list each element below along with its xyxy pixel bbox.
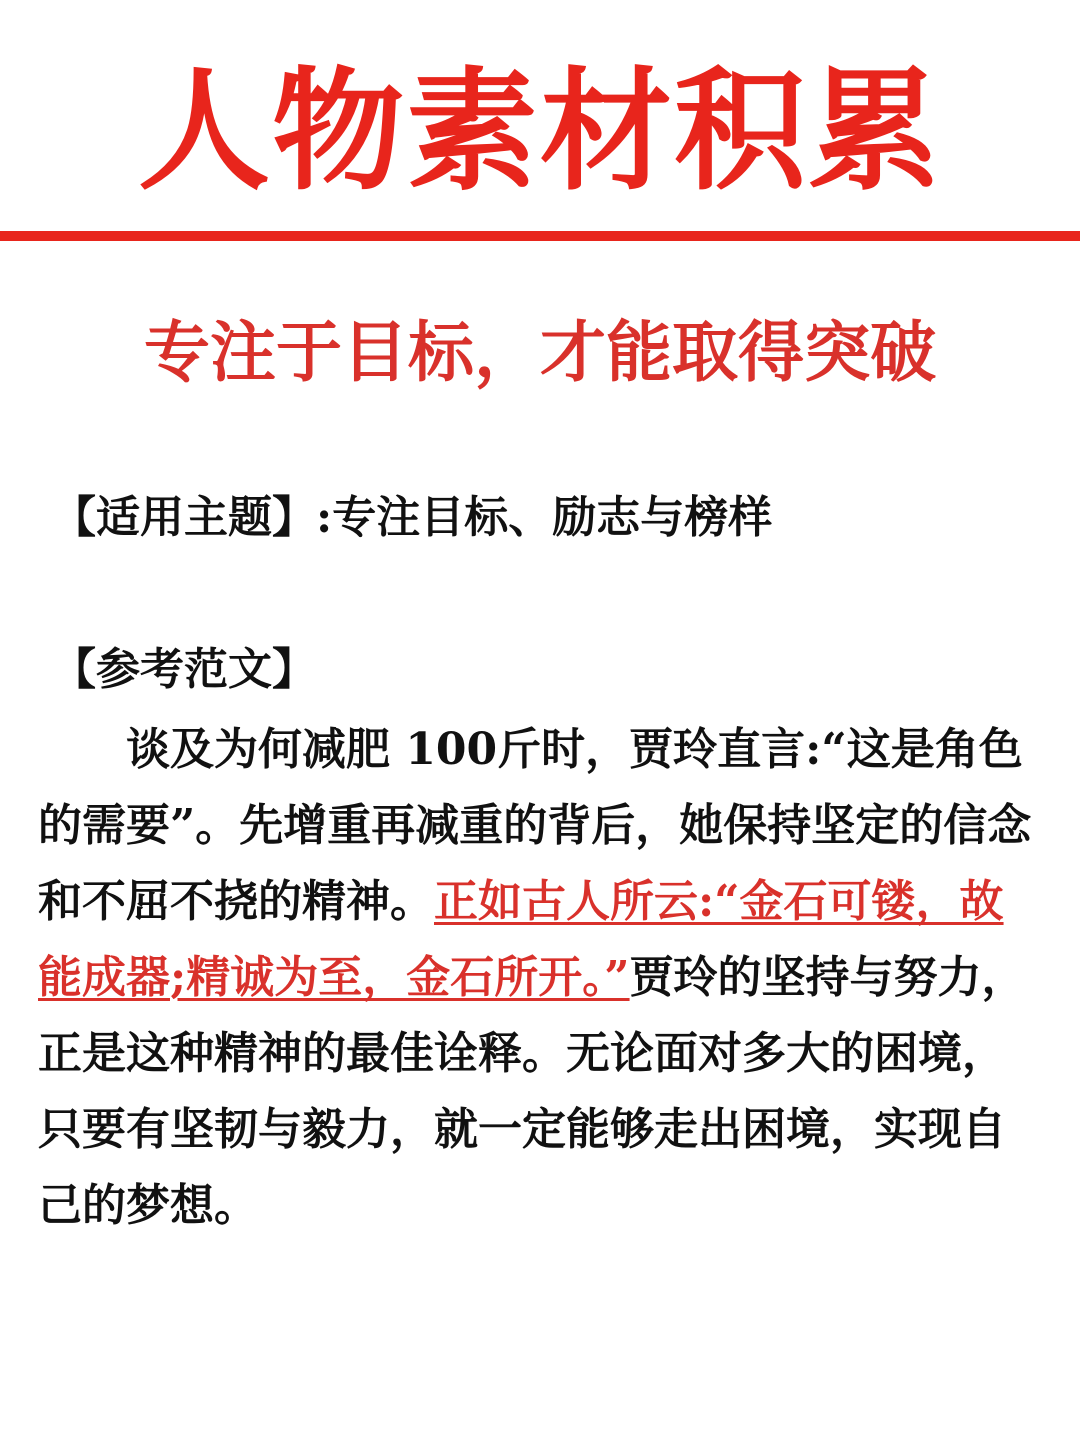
theme-value: 专注目标、励志与榜样 [332, 492, 773, 543]
essay-text-part1: 谈及为何减肥 100斤时，贾玲直言:“这是角色的需要”。先增重再减重的背后，她保持坚定的信念和不屈不挠的精神。 [38, 724, 1032, 927]
theme-label: 【适用主题】 [52, 492, 316, 543]
theme-separator: : [316, 492, 333, 543]
essay-body [38, 712, 1042, 1244]
theme-line [52, 488, 1042, 548]
title-divider [0, 231, 1080, 241]
essay-text-part2: 贾玲的坚持与努力，正是这种精神的最佳诠释。无论面对多大的困境，只要有坚韧与毅力，就一定能够走出困境，实现自己的梦想。 [38, 952, 1026, 1231]
page-subtitle: 专注于目标，才能取得突破 [144, 313, 936, 391]
essay-heading: 【参考范文】 [52, 644, 316, 695]
essay-quote: 正如古人所云:“金石可镂，故能成器;精诚为至，金石所开。” [38, 876, 1004, 1003]
page-title: 人物素材积累 [138, 55, 942, 209]
